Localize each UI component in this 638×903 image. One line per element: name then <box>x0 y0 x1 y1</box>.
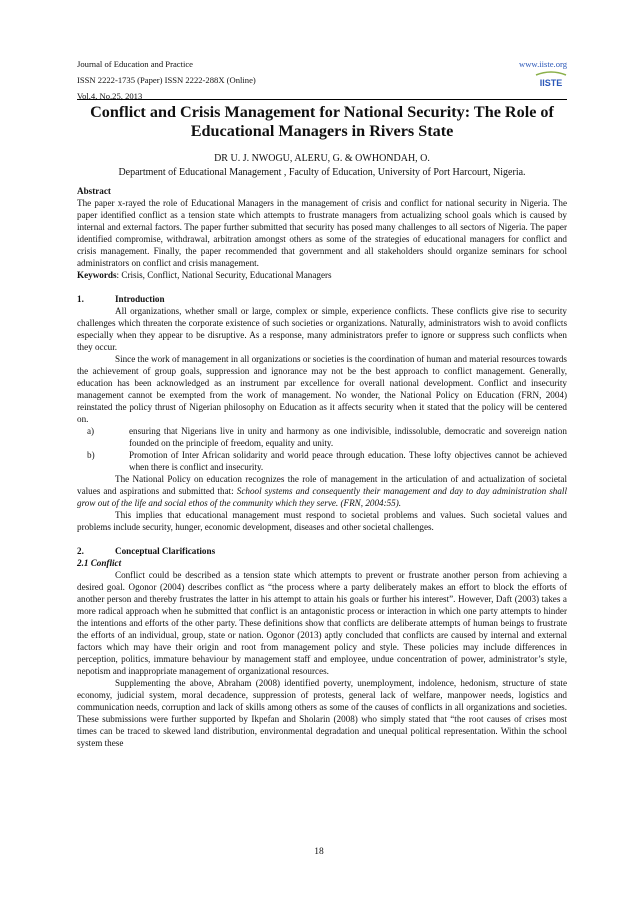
abstract-heading: Abstract <box>77 186 111 196</box>
list-text: Promotion of Inter African solidarity and world peace through education. These lofty objectives cannot be achieved when there is conflict and insecurity. <box>129 450 567 472</box>
section-number: 2. <box>77 546 84 556</box>
list-label: a) <box>87 426 95 436</box>
paragraph: Conflict could be described as a tension state which attempts to prevent or frustrate another person from achieving a desired goal. Ogonor (2004) describes conflict as “the process where a party deliberately makes an effort to block the efforts of another person and thereby frustrates the latter in his attempt to attain his goals or further his interest”. However, Daft (2003) takes a more radical approach when he submitted that conflict is an antagonistic process or interaction in which one party attempts to hinder the intentions and efforts of the other party. These definitions show that conflicts are deliberate attempts of human beings to frustrate the efforts of an individual, group, state or nation. Ogonor (2013) aptly concluded that conflicts are caused by internal and external factors which may have their origin and root from management policy and style. These policies may include differences in perception, politics, immature behaviour by management staff and employee, undue concentration of power, administrator’s style, nepotism and inappropriate management of organizational resources. <box>77 570 567 676</box>
keywords-label: Keywords <box>77 270 117 280</box>
list-text: ensuring that Nigerians live in unity and harmony as one indivisible, indissoluble, democratic and sovereign nation founded on the principle of freedom, equality and unity. <box>129 426 567 448</box>
paragraph: This implies that educational management must respond to societal problems and values. Such societal values and problems include security, hunger, economic development, diseases and other societal challenges. <box>77 510 567 532</box>
author-block <box>77 153 567 179</box>
paragraph: Supplementing the above, Abraham (2008) identified poverty, unemployment, indolence, hedonism, structure of state economy, judicial system, moral decadence, suppression of protests, general lack of welfare, manpower needs, logistics and communication needs, corruption and lack of skills among others as some of the causes of conflicts in all organizations and societies. These submissions were further supported by Ikpefan and Sholarin (2008) who simply stated that “the root causes of crises most times can be traced to skewed land distribution, environmental degradation and unequal political representation. Within the school system these <box>77 678 567 748</box>
paragraph-text: The National Policy on education recognizes the role of management in the articulation of and actualization of societal values and aspirations and submitted that: <box>77 474 567 496</box>
abstract-text: The paper x-rayed the role of Educational Managers in the management of crisis and conflict for national security in Nigeria. The paper identified conflict as a tension state which attempts to frustrate managers from actualizing school goals which is caused by internal and external factors. The paper further submitted that security has posed many challenges to all sectors of Nigeria. The paper identified compromise, withdrawal, arbitration amongst others as some of the strategies of educational managers for conflict and crisis management. Finally, the paper recommended that government and all stakeholders should organize seminars for school administrators on conflict and crisis management. <box>77 198 567 268</box>
keywords-text: : Crisis, Conflict, National Security, Educational Managers <box>116 270 332 280</box>
logo-text: IISTE <box>539 78 563 88</box>
section-title: Conceptual Clarifications <box>115 546 216 556</box>
header-rule <box>77 99 567 100</box>
list-item <box>77 425 567 449</box>
paper-body <box>77 185 567 749</box>
section-1-heading <box>77 293 567 305</box>
quotation: School systems and consequently their management and day to day administration shall grow out of the life and social ethos of the community which they serve. (FRN, 2004:55). <box>77 486 567 508</box>
paragraph: Since the work of management in all organizations or societies is the coordination of human and material resources towards the achievement of group goals, suppression and ignorance may not be the best approach to conflict management. Generally, education has been acknowledged as an instrument par excellence for overall national development. Conflict and insecurity management cannot be exempted from the work of management. No wonder, the National Policy on Education (FRN, 2004) reinstated the policy thrust of Nigerian philosophy on Education as it affects security when it stated that the policy will be centered on. <box>77 354 567 424</box>
paragraph: All organizations, whether small or large, complex or simple, experience conflicts. These conflicts give rise to security challenges which threaten the corporate existence of such societies or organizations. Naturally, administrators wish to avoid conflicts especially when they appear to be disruptive. As a response, many administrators prefer to ignore or suppress such conflicts when they occur. <box>77 306 567 352</box>
list-item <box>77 449 567 473</box>
iiste-logo <box>534 71 568 89</box>
section-2-heading <box>77 545 567 557</box>
journal-issn: ISSN 2222-1735 (Paper) ISSN 2222-288X (Online) <box>77 75 256 85</box>
keywords-line <box>77 269 567 281</box>
affiliation: Department of Educational Management , Faculty of Education, University of Port Harcourt, Nigeria. <box>118 167 526 178</box>
authors: DR U. J. NWOGU, ALERU, G. & OWHONDAH, O. <box>214 153 430 164</box>
journal-name: Journal of Education and Practice <box>77 59 193 69</box>
journal-volume: Vol.4, No.25, 2013 <box>77 91 143 101</box>
section-title: Introduction <box>115 294 165 304</box>
list-label: b) <box>87 450 95 460</box>
page-number: 18 <box>314 847 324 857</box>
journal-url-link[interactable]: www.iiste.org <box>519 59 567 69</box>
paper-title: Conflict and Crisis Management for National Security: The Role of Educational Managers in Rivers State <box>90 103 554 140</box>
subsection-title: 2.1 Conflict <box>77 558 122 568</box>
section-number: 1. <box>77 294 84 304</box>
journal-header <box>77 56 567 104</box>
paragraph <box>77 473 567 509</box>
